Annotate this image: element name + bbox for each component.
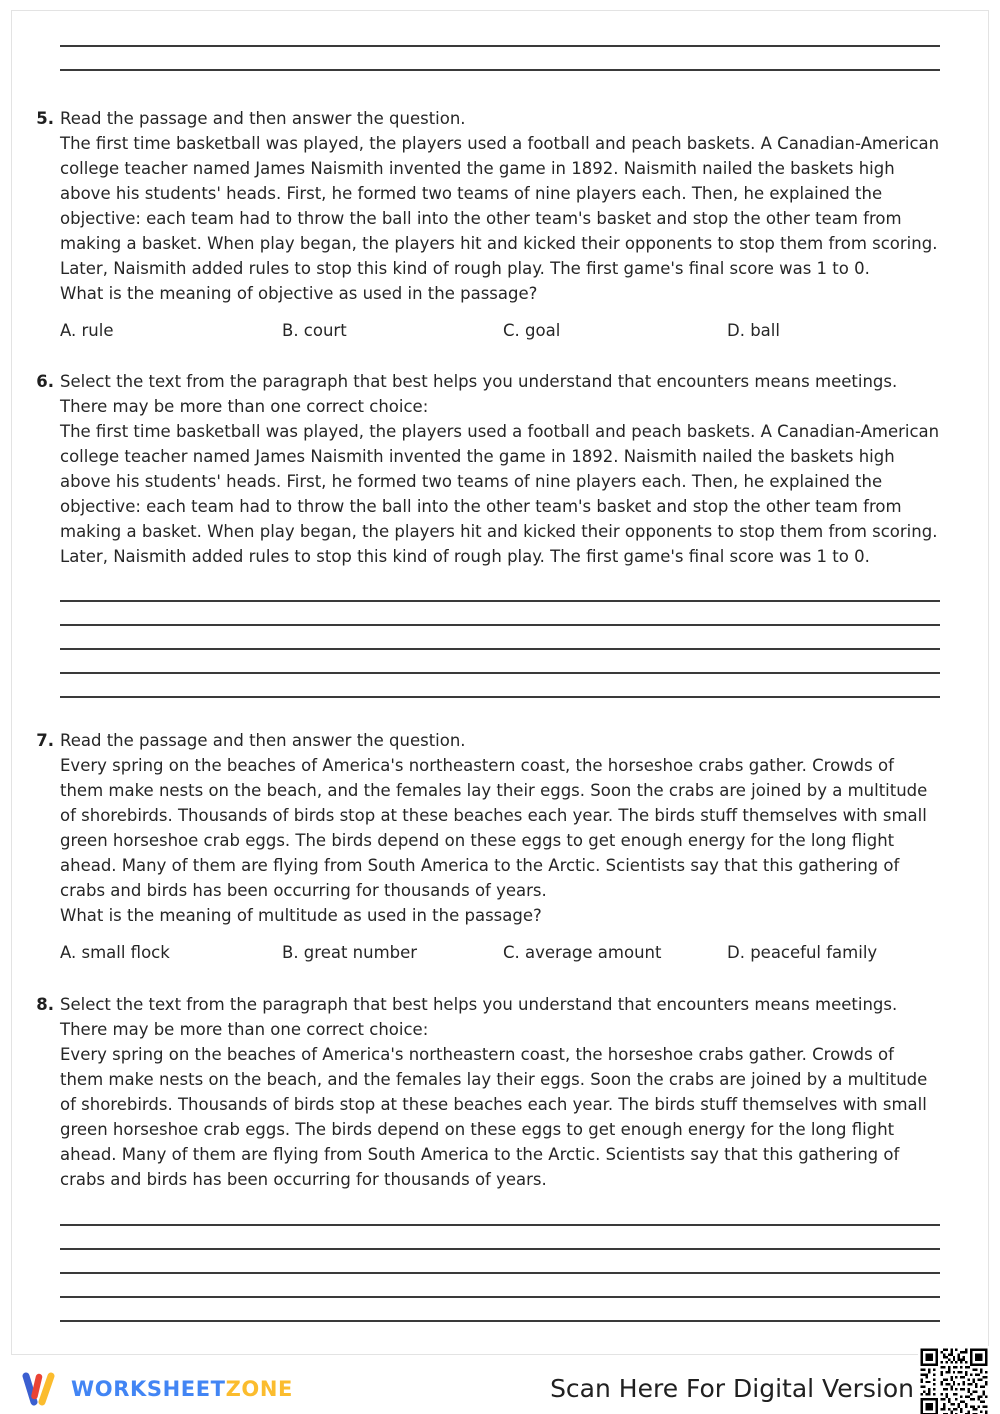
answer-line[interactable] [60, 69, 940, 71]
question-number: 6. [36, 372, 54, 391]
answer-line[interactable] [60, 1296, 940, 1298]
logo-text [71, 1377, 293, 1401]
logo-mark-icon [22, 1372, 62, 1406]
answer-line[interactable] [60, 45, 940, 47]
qr-code[interactable] [918, 1346, 990, 1414]
question-prompt: What is the meaning of objective as used in the passage? [60, 284, 538, 303]
choice-option-c[interactable]: C. average amount [503, 943, 662, 962]
answer-lines-6 [0, 600, 1000, 698]
question-instruction: Select the text from the paragraph that best helps you understand that encounters means meetings. There may be more than one correct choice: [60, 372, 898, 416]
question-passage: Every spring on the beaches of America's northeastern coast, the horseshoe crabs gather. Crowds of them make nests on the beach, and the females lay their eggs. Soon the crabs are joined by a multitude of shorebirds. Thousands of birds stop at these beaches each year. The birds stuff themselves with small green horseshoe crab eggs. The birds depend on these eggs to get enough energy for the long flight ahead. Many of them are flying from South America to the Arctic. Scientists say that this gathering of crabs and birds has been occurring for thousands of years. [60, 1045, 928, 1189]
question-number: 7. [36, 731, 54, 750]
question-prompt: What is the meaning of multitude as used in the passage? [60, 906, 542, 925]
answer-line[interactable] [60, 1248, 940, 1250]
question-instruction: Read the passage and then answer the question. [60, 731, 466, 750]
choices-row-5 [0, 318, 1000, 346]
question-number: 8. [36, 995, 54, 1014]
question-passage: The first time basketball was played, the players used a football and peach baskets. A Canadian-American college teacher named James Naismith invented the game in 1892. Naismith nailed the baskets high above his students' heads. First, he formed two teams of nine players each. Then, he explained the objective: each team had to throw the ball into the other team's basket and stop the other team from making a basket. When play began, the players hit and kicked their opponents to stop them from scoring. Later, Naismith added rules to stop this kind of rough play. The first game's final score was 1 to 0. [60, 134, 940, 278]
answer-line[interactable] [60, 696, 940, 698]
logo-text-zone: ZONE [225, 1377, 293, 1401]
answer-line[interactable] [60, 624, 940, 626]
answer-line[interactable] [60, 1224, 940, 1226]
choices-row-7 [0, 940, 1000, 968]
qr-code-image [918, 1346, 990, 1414]
question-block-8 [0, 992, 1000, 1192]
question-block-7 [0, 728, 1000, 928]
choice-option-a[interactable]: A. small flock [60, 943, 170, 962]
question-number: 5. [36, 109, 54, 128]
choice-option-c[interactable]: C. goal [503, 321, 561, 340]
choice-option-a[interactable]: A. rule [60, 321, 114, 340]
page-footer [0, 1358, 1000, 1414]
choice-option-d[interactable]: D. ball [727, 321, 780, 340]
choice-option-b[interactable]: B. court [282, 321, 347, 340]
worksheet-zone-logo[interactable] [22, 1372, 293, 1406]
question-instruction: Read the passage and then answer the question. [60, 109, 466, 128]
question-block-5 [0, 106, 1000, 306]
answer-line[interactable] [60, 1272, 940, 1274]
answer-line[interactable] [60, 648, 940, 650]
answer-lines-top [0, 45, 1000, 71]
choice-option-d[interactable]: D. peaceful family [727, 943, 878, 962]
choice-option-b[interactable]: B. great number [282, 943, 418, 962]
logo-text-worksheet: WORKSHEET [71, 1377, 226, 1401]
question-passage: Every spring on the beaches of America's northeastern coast, the horseshoe crabs gather. Crowds of them make nests on the beach, and the females lay their eggs. Soon the crabs are joined by a multitude of shorebirds. Thousands of birds stop at these beaches each year. The birds stuff themselves with small green horseshoe crab eggs. The birds depend on these eggs to get enough energy for the long flight ahead. Many of them are flying from South America to the Arctic. Scientists say that this gathering of crabs and birds has been occurring for thousands of years. [60, 756, 928, 900]
question-block-6 [0, 369, 1000, 569]
answer-line[interactable] [60, 672, 940, 674]
question-passage: The first time basketball was played, the players used a football and peach baskets. A Canadian-American college teacher named James Naismith invented the game in 1892. Naismith nailed the baskets high above his students' heads. First, he formed two teams of nine players each. Then, he explained the objective: each team had to throw the ball into the other team's basket and stop the other team from making a basket. When play began, the players hit and kicked their opponents to stop them from scoring. Later, Naismith added rules to stop this kind of rough play. The first game's final score was 1 to 0. [60, 422, 940, 566]
answer-lines-8 [0, 1224, 1000, 1322]
scan-here-label: Scan Here For Digital Version [550, 1374, 914, 1403]
question-instruction: Select the text from the paragraph that best helps you understand that encounters means meetings. There may be more than one correct choice: [60, 995, 898, 1039]
answer-line[interactable] [60, 1320, 940, 1322]
answer-line[interactable] [60, 600, 940, 602]
